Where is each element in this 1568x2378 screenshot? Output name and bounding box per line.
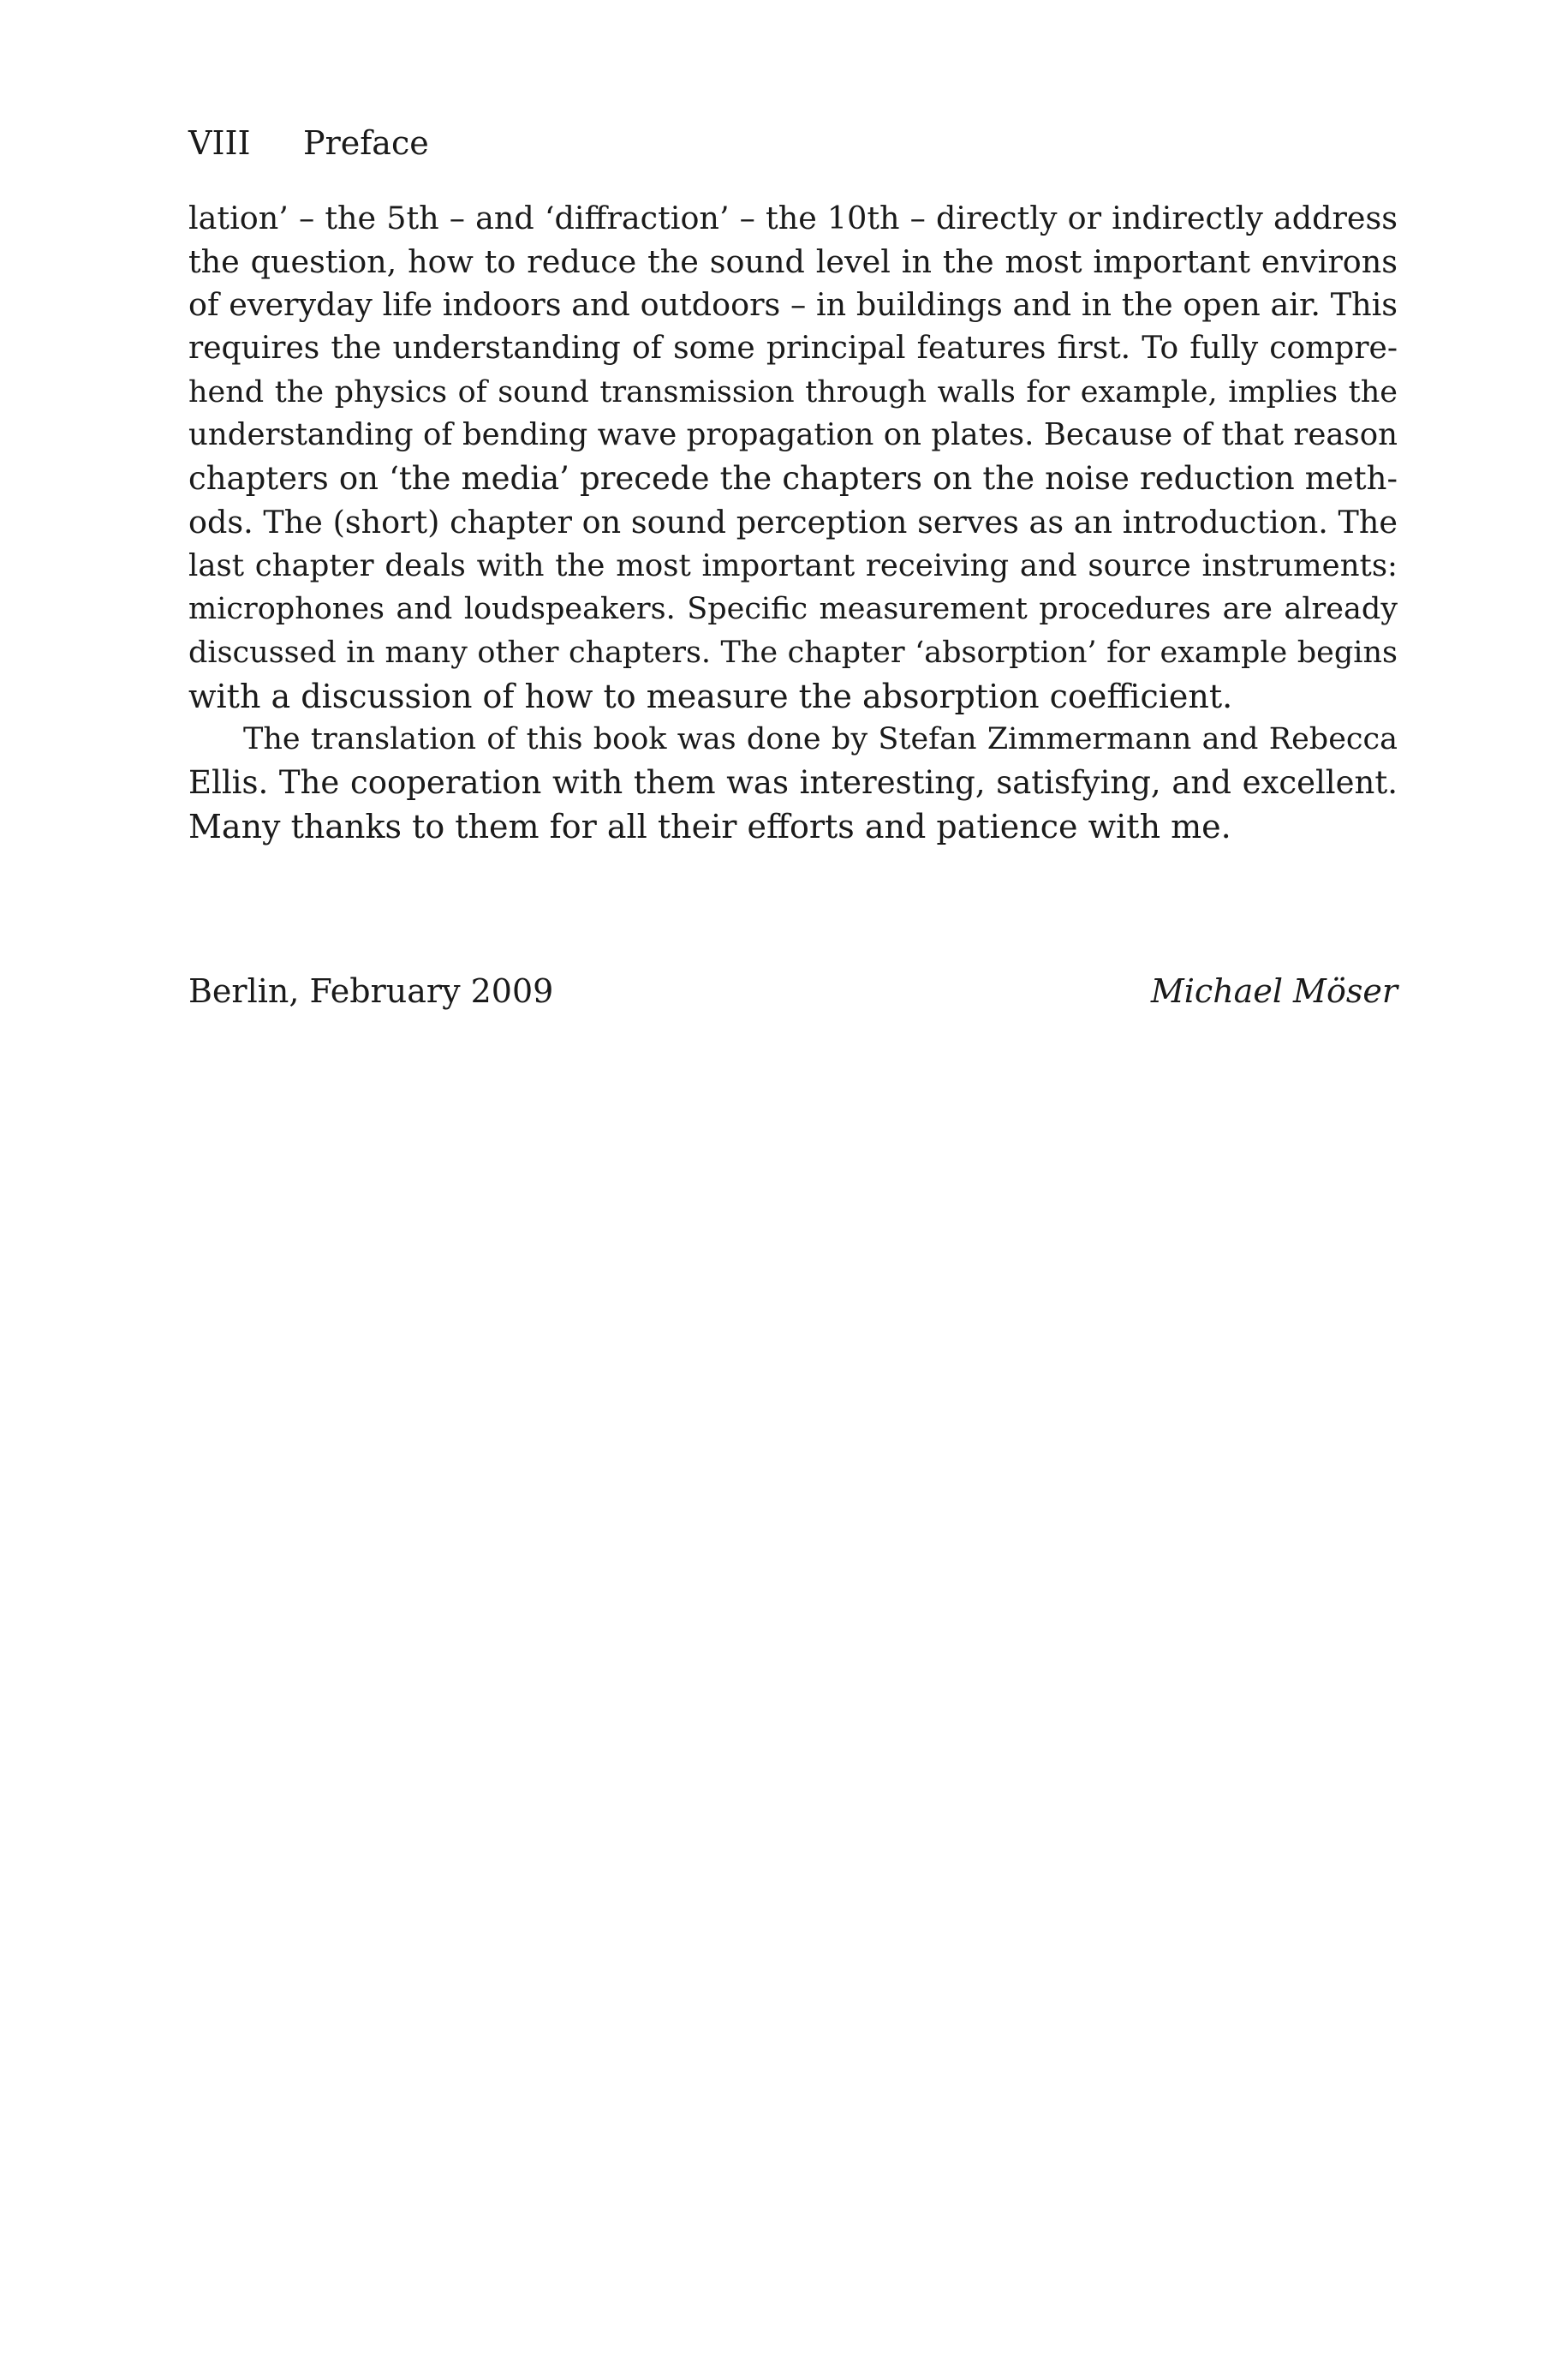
paragraph-translation (188, 718, 1398, 848)
text-line: ods. The (short) chapter on sound perception serves as an introduction. The (188, 503, 1398, 541)
text-line: hend the physics of sound transmission through walls for example, implies the (188, 374, 1398, 409)
text-line: Ellis. The cooperation with them was interesting, satisfying, and excellent. (188, 763, 1398, 801)
text-line: microphones and loudspeakers. Specific measurement procedures are already (188, 592, 1398, 627)
text-line: understanding of bending wave propagation on plates. Because of that reason (188, 417, 1398, 453)
signature-row (188, 970, 1398, 1013)
author-name: Michael Möser (1150, 972, 1398, 1010)
paragraph-methods (188, 197, 1398, 718)
text-line: the question, how to reduce the sound level in the most important environs (188, 242, 1398, 280)
place-date: Berlin, February 2009 (188, 972, 554, 1010)
text-line: chapters on ‘the media’ precede the chapters on the noise reduction meth- (188, 460, 1398, 498)
section-title: Preface (303, 124, 429, 162)
page-number: VIII (188, 124, 251, 162)
running-head (188, 122, 1398, 164)
text-line: of everyday life indoors and outdoors – in buildings and in the open air. This (188, 286, 1398, 324)
body-text (188, 197, 1398, 848)
text-line: requires the understanding of some principal features first. To fully compre- (188, 331, 1398, 367)
book-page (188, 122, 1398, 1010)
text-line: Many thanks to them for all their efforts and patience with me. (188, 807, 1231, 845)
text-line: with a discussion of how to measure the absorption coefficient. (188, 677, 1233, 715)
text-line: The translation of this book was done by Stefan Zimmermann and Rebecca (243, 722, 1398, 757)
text-line: lation’ – the 5th – and ‘diffraction’ – the 10th – directly or indirectly address (188, 200, 1398, 236)
text-line: discussed in many other chapters. The chapter ‘absorption’ for example begins (188, 635, 1398, 670)
text-line: last chapter deals with the most important receiving and source instruments: (188, 547, 1398, 583)
